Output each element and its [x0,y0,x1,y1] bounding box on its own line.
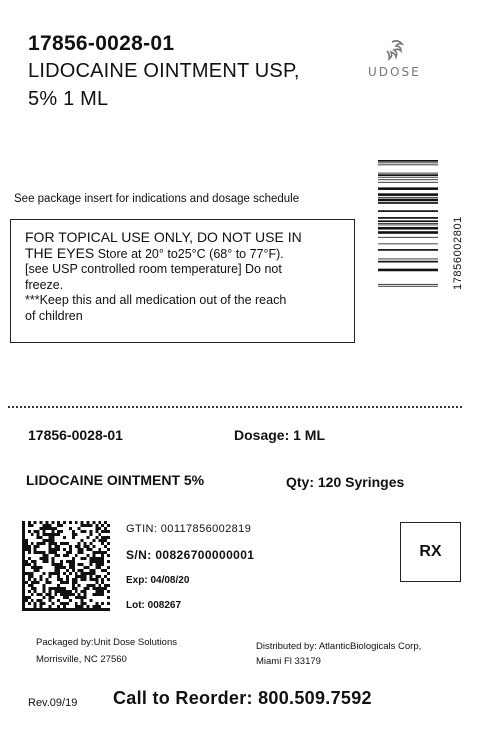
distributed-by: Distributed by: AtlanticBiologicals Corp, [256,641,422,652]
warning-eyes: THE EYES [25,244,95,261]
warning-line-4: freeze. [25,277,64,292]
revision: Rev.09/19 [28,697,78,709]
warning-line-2 [25,246,340,263]
tear-line [8,406,462,408]
linear-barcode [378,160,438,288]
lot-number: Lot: 008267 [126,600,182,611]
warning-storage: Store at 20° to25°C (68° to 77°F). [94,246,284,261]
warning-line-6: of children [25,308,83,323]
quantity: Qty: 120 Syringes [286,474,405,490]
warning-line-3: [see USP controlled room temperature] Do not [25,262,282,276]
udose-logo [368,38,438,80]
product-title: LIDOCAINE OINTMENT USP, [28,60,300,82]
ndc-number: 17856-0028-01 [28,32,175,55]
datamatrix-code [22,521,110,611]
product-name-bottom: LIDOCAINE OINTMENT 5% [26,472,205,488]
rx-label: RX [419,543,442,560]
packaged-by-address: Morrisville, NC 27560 [36,654,127,665]
rx-badge [400,522,461,582]
reorder-phone: Call to Reorder: 800.509.7592 [113,688,372,708]
warning-box [10,219,355,343]
dosage: Dosage: 1 ML [234,427,326,443]
product-strength: 5% 1 ML [28,88,109,110]
udose-logo-text: UDOSE [368,65,421,79]
packaged-by: Packaged by:Unit Dose Solutions [36,637,177,648]
barcode-number: 17856002801 [452,216,464,290]
package-insert-note: See package insert for indications and dosage schedule [14,193,300,205]
gtin: GTIN: 00117856002819 [126,523,252,535]
warning-line-1: FOR TOPICAL USE ONLY, DO NOT USE IN [25,229,302,245]
expiration-date: Exp: 04/08/20 [126,575,190,586]
serial-number: S/N: 00826700000001 [126,548,255,562]
warning-line-5: ***Keep this and all medication out of the reach [25,293,287,307]
udose-swirl-icon [368,38,438,64]
ndc-number-bottom: 17856-0028-01 [28,427,123,443]
distributed-by-address: Miami Fl 33179 [256,656,321,667]
